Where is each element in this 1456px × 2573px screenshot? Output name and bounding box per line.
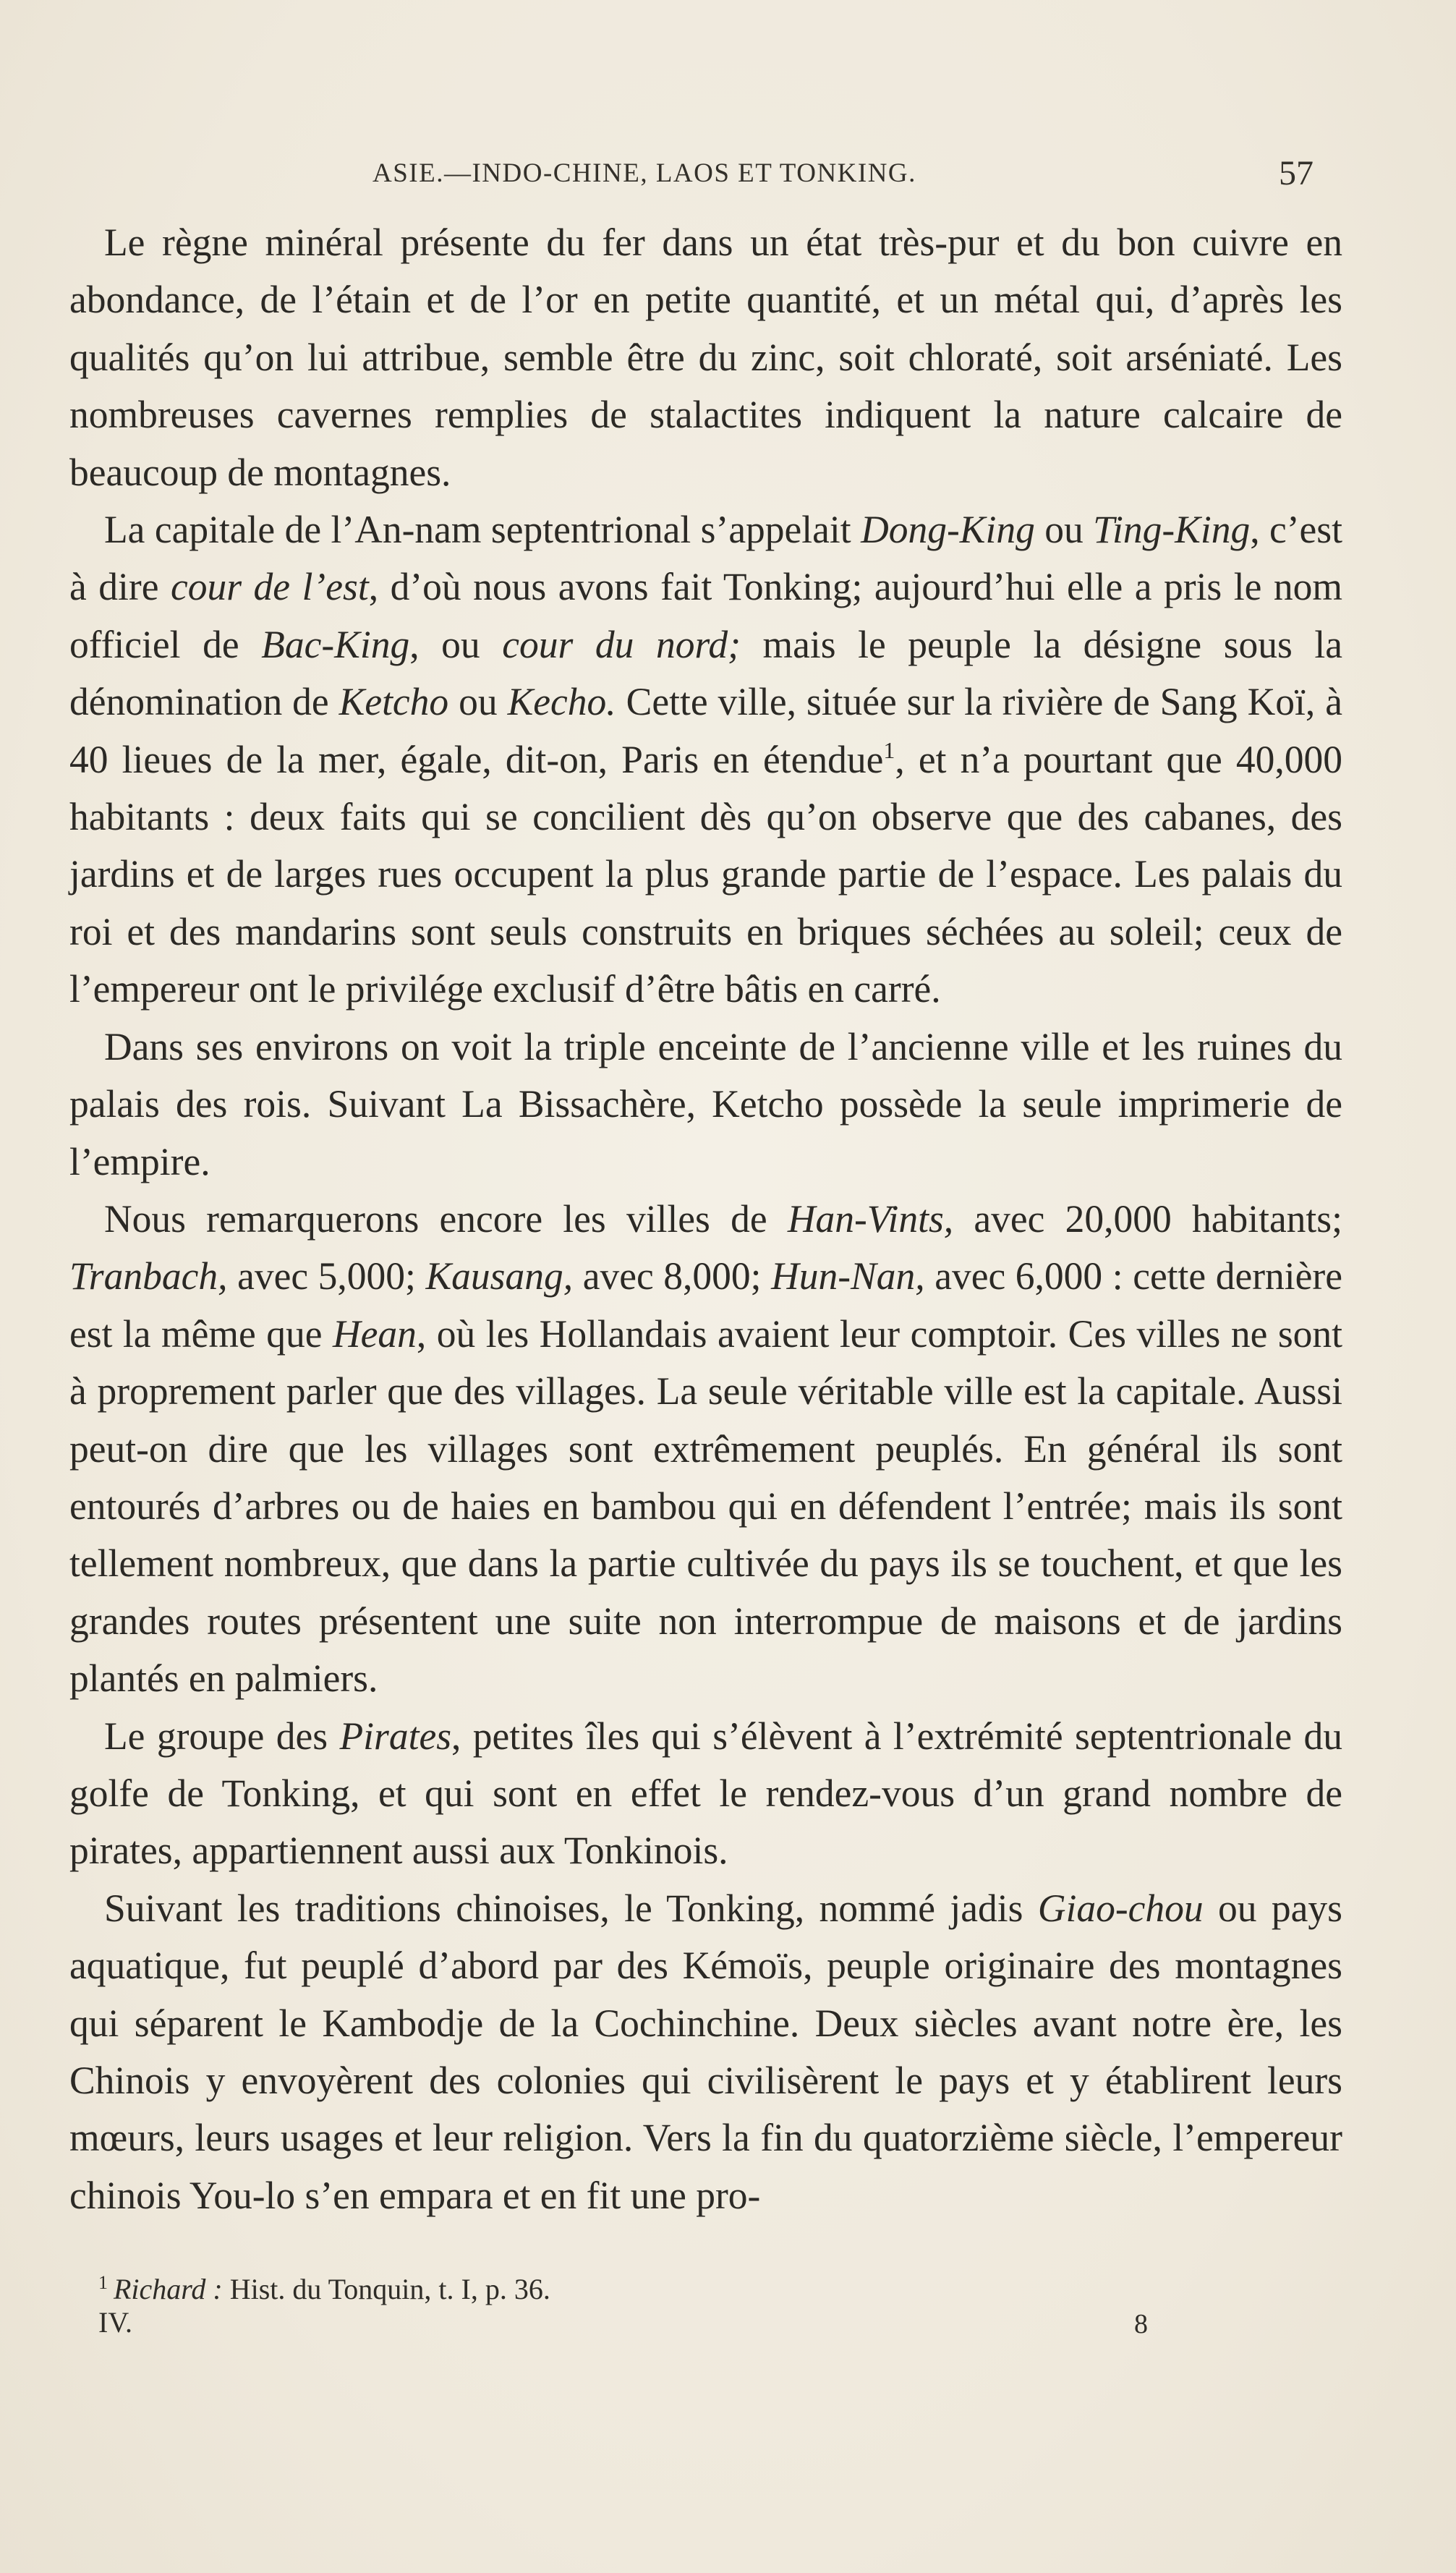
text-run: Dans ses environs on voit la triple enceinte de l’ancienne ville et les ruines du palais des rois. Suivant La Bissachère, Ketcho possède la seule imprimerie de l’empire.: [69, 1024, 1342, 1183]
text-run: Nous remarquerons encore les villes de: [104, 1196, 788, 1241]
italic-term: Han-Vints,: [787, 1196, 954, 1241]
paragraph: [69, 214, 1342, 501]
italic-term: Hean: [333, 1311, 417, 1356]
italic-term: Giao-chou: [1037, 1886, 1204, 1930]
text-run: La capitale de l’An-nam septentrional s’appelait: [104, 508, 861, 552]
footnote-text: Hist. du Tonquin, t. I, p. 36.: [229, 2273, 550, 2305]
text-run: avec 5,000;: [227, 1254, 426, 1298]
running-head: [0, 154, 1456, 201]
italic-term: Hun-Nan,: [771, 1254, 925, 1298]
text-run: Suivant les traditions chinoises, le Tonking, nommé jadis: [104, 1886, 1038, 1930]
italic-term: Kausang,: [425, 1254, 574, 1298]
italic-term: cour de l’est: [170, 565, 369, 609]
paragraph: [69, 1191, 1342, 1708]
italic-term: Ketcho: [339, 680, 449, 724]
body-text: [69, 214, 1342, 2224]
text-run: Le règne minéral présente du fer dans un état très-pur et du bon cuivre en abondance, de l’étain et de l’or en petite quantité, et un métal qui, d’après les qualités qu’on lui attribue, semble être du zinc, soit chloraté, soit arséniaté. Les nombreuses cavernes remplies de stalactites indiquent la nature calcaire de beaucoup de montagnes.: [69, 221, 1342, 494]
text-run: , petites îles qui s’élèvent à l’extrémité septentrionale du golfe de Tonking, et qui sont en effet le rendez-vous d’un grand nombre de pirates, appartiennent aussi aux Tonkinois.: [69, 1714, 1342, 1873]
paragraph: [69, 1880, 1342, 2224]
page-number: 57: [1279, 154, 1314, 192]
paragraph: [69, 1708, 1342, 1880]
italic-term: Tranbach,: [69, 1254, 228, 1298]
footnote: [98, 2271, 1111, 2308]
text-run: ou: [1034, 508, 1094, 552]
text-run: , c’est à dire: [69, 508, 1342, 609]
footnote-number: 1: [98, 2272, 108, 2293]
text-run: Cette ville, située sur la rivière de Sang Koï, à 40 lieues de la mer, égale, dit-on, Paris en étendue: [69, 680, 1342, 781]
text-run: ou: [448, 680, 508, 724]
sheet-number: 8: [1134, 2309, 1148, 2339]
footnote-author: Richard :: [114, 2273, 223, 2305]
text-run: , ou: [409, 622, 503, 666]
footnote-marker: 1: [883, 736, 895, 763]
italic-term: Ting-King: [1093, 508, 1251, 552]
paragraph: [69, 501, 1342, 1018]
text-run: avec 8,000;: [573, 1254, 772, 1298]
italic-term: Dong-King: [861, 508, 1035, 552]
text-run: ou pays aquatique, fut peuplé d’abord par des Kémoïs, peuple originaire des montagnes qui séparent le Kambodje de la Cochinchine. Deux siècles avant notre ère, les Chinois y envoyèrent des colonies qui civilisèrent le pays et y établirent leurs mœurs, leurs usages et leur religion. Vers la fin du quatorzième siècle, l’empereur chinois You-lo s’en empara et en fit une pro-: [69, 1886, 1342, 2217]
text-run: , où les Hollandais avaient leur comptoir. Ces villes ne sont à proprement parler que des villages. La seule véritable ville est la capitale. Aussi peut-on dire que les villages sont extrêmement peuplés. En général ils sont entourés d’arbres ou de haies en bambou qui en défendent l’entrée; mais ils sont tellement nombreux, que dans la partie cultivée du pays ils se touchent, et que les grandes routes présentent une suite non interrompue de maisons et de jardins plantés en palmiers.: [69, 1311, 1342, 1701]
italic-term: cour du nord;: [502, 622, 741, 666]
italic-term: Bac-King: [261, 622, 410, 666]
running-title: ASIE.—INDO-CHINE, LAOS ET TONKING.: [372, 158, 916, 188]
text-run: , et n’a pourtant que 40,000 habitants : deux faits qui se concilient dès qu’on observe que des cabanes, des jardins et de larges rues occupent la plus grande partie de l’espace. Les palais du roi et des mandarins sont seuls construits en briques séchées au soleil; ceux de l’empereur ont le privilége exclusif d’être bâtis en carré.: [69, 737, 1342, 1011]
text-run: Le groupe des: [104, 1714, 340, 1758]
text-run: avec 20,000 habitants;: [953, 1196, 1342, 1241]
italic-term: Kecho.: [507, 680, 616, 724]
signature-line: [0, 2305, 1456, 2349]
text-run: avec 6,000 : cette dernière est la même que: [69, 1254, 1342, 1356]
paragraph: [69, 1018, 1342, 1191]
text-run: mais le peuple la désigne sous la dénomination de: [69, 622, 1343, 724]
text-run: , d’où nous avons fait Tonking; aujourd’hui elle a pris le nom officiel de: [69, 565, 1343, 666]
volume-mark: IV.: [98, 2306, 133, 2339]
italic-term: Pirates: [339, 1714, 452, 1758]
